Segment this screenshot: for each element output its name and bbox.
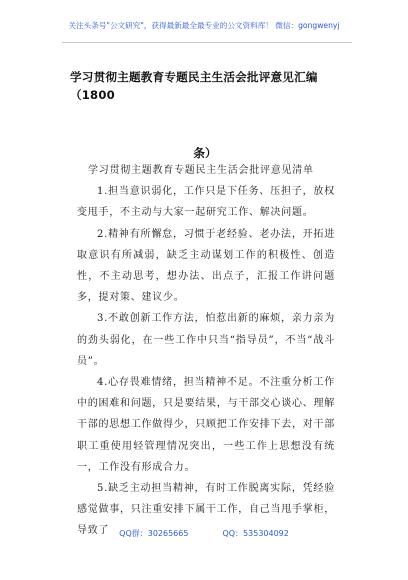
body-paragraph: 4.心存畏难情绪，担当精神不足。不注重分析工作中的困难和问题，只是要结果，与干部交心谈心、理解干部的思想工作做得少，只顾把工作安排下去，对干部职工重使用轻管理情况突出，一些工作上思想没有统一，工作没有形成合力。 <box>77 377 335 473</box>
body-paragraph: 5.缺乏主动担当精神，有时工作脱离实际，凭经验感觉做事，只注重安排下属干工作，自己当甩手掌柜，导致了 <box>77 483 335 537</box>
body-paragraph: 3.不敢创新工作方法，怕惹出新的麻烦，亲力亲为的劲头弱化，在一些工作中只当“指导员”，不当“战斗员”。 <box>77 313 335 367</box>
header-banner: 关注头条号"公文研究"，获得最新最全最专业的公文资料库！ 微信：gongwenyj <box>68 21 340 30</box>
document-body <box>77 160 335 542</box>
footer-qq-group: QQ群：30265665 <box>119 529 189 538</box>
body-paragraph: 2.精神有所懈怠，习惯于老经验、老办法，开拓进取意识有所减弱，缺乏主动谋划工作的积极性、创造性，不主动思考，想办法、出点子，汇报工作讲问题多，提对策、建议少。 <box>77 228 335 304</box>
document-title-line-1: 学习贯彻主题教育专题民主生活会批评意见汇编（1800 <box>70 70 318 102</box>
document-title <box>70 68 340 162</box>
body-paragraph: 1.担当意识弱化，工作只是下任务、压担子，放权变甩手，不主动与大家一起研究工作、解决问题。 <box>77 186 335 219</box>
header-divider <box>62 42 352 43</box>
body-subtitle: 学习贯彻主题教育专题民主生活会批评意见清单 <box>88 165 314 176</box>
footer-qq: QQ：535304092 <box>222 529 289 538</box>
footer-contact <box>0 528 408 539</box>
document-title-line-2: 条） <box>193 146 217 160</box>
